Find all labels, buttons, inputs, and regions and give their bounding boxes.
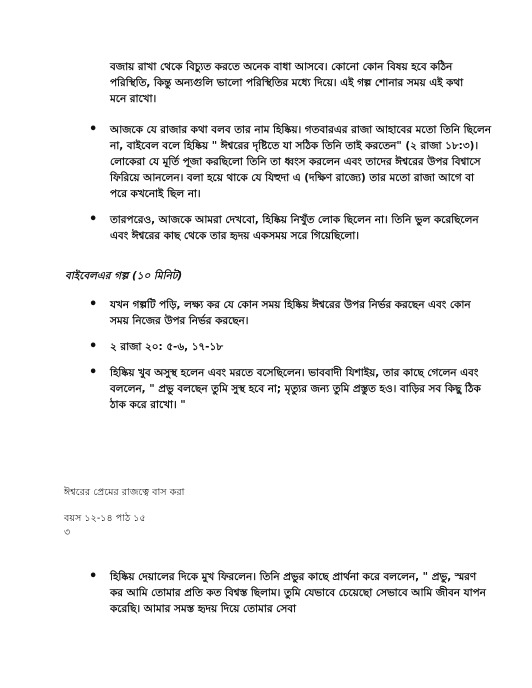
bullet-icon: • xyxy=(89,297,98,312)
scripture-reference: ২ রাজা ২০: ৫-৬, ১৭-১৮ xyxy=(110,341,223,353)
intro-bullet-list xyxy=(89,122,492,244)
bullet-icon: • xyxy=(89,569,98,584)
page-number: ৩ xyxy=(64,527,71,538)
bullet-icon: • xyxy=(89,339,98,354)
list-item xyxy=(89,339,492,355)
list-item xyxy=(89,122,492,202)
story-bullet-list xyxy=(89,297,492,413)
section-title: বাইবেলএর গল্প (১০ মিনিট) xyxy=(65,270,183,282)
list-item xyxy=(89,297,492,329)
list-item xyxy=(89,212,492,244)
list-item-text: হিষ্কিয় দেয়ালের দিকে মুখ ফিরলেন। তিনি প্রভুর কাছে প্রার্থনা করে বললেন, " প্রভু, স্মরণ কর আমি তোমার প্রতি কত বিশ্বস্ত ছিলাম। তুমি যেভাবে চেয়েছো সেভাবে আমি জীবন যাপন করেছি। আমার সমস্ত হৃদয় দিয়ে তোমার সেবা xyxy=(110,571,486,615)
list-item-text: আজকে যে রাজার কথা বলব তার নাম হিষ্কিয়। গতবারএর রাজা আহাবের মতো তিনি ছিলেন না, বাইবেল বলে হিষ্কিয় " ঈশ্বরের দৃষ্টিতে যা সঠিক তিনি তাই করতেন" (২ রাজা ১৮:৩)। লোকেরা যে মূর্তি পূজা করছিলো তিনি তা ধ্বংস করলেন এবং তাদের ঈশ্বরের উপর বিশ্বাসে ফিরিয়ে আনলেন। বলা হয়ে থাকে যে যিহুদা এ (দক্ষিণ রাজ্যে) তার মতো রাজা আগে বা পরে কখনোই ছিল না। xyxy=(110,124,491,200)
continuation-paragraph: বজায় রাখা থেকে বিচ্যুত করতে অনেক বাধা আসবে। কোনো কোন বিষয় হবে কঠিন পরিস্থিতি, কিন্তু অন্যগুলি ভালো পরিস্থিতির মধ্যে দিয়ে। এই গল্প শোনার সময় এই কথা মনে রাখো। xyxy=(110,61,464,105)
bullet-icon: • xyxy=(89,365,98,380)
bullet-icon: • xyxy=(89,122,98,137)
footer-lesson-meta: বয়স ১২-১৪ পাঠ ১৫ xyxy=(64,513,146,524)
list-item-text: হিষ্কিয় খুব অসুস্থ হলেন এবং মরতে বসেছিলেন। ভাববাদী যিশাইয়, তার কাছে গেলেন এবং বললেন, " প্রভু বলছেন তুমি সুস্থ হবে না; মৃত্যুর জন্য তুমি প্রস্তুত হও। বাড়ির সব কিছু ঠিক ঠাক করে রাখো। " xyxy=(110,367,481,411)
footer-title: ঈশ্বরের প্রেমের রাজত্বে বাস করা xyxy=(64,487,185,498)
list-item xyxy=(89,365,492,413)
list-item xyxy=(89,569,492,617)
next-page-bullet-list xyxy=(89,569,492,617)
list-item-text: তারপরেও, আজকে আমরা দেখবো, হিষ্কিয় নিখুঁত লোক ছিলেন না। তিনি ভুল করেছিলেন এবং ঈশ্বরের কাছ থেকে তার হৃদয় একসময় সরে গিয়েছিলো। xyxy=(110,214,479,242)
bullet-icon: • xyxy=(89,212,98,227)
list-item-text: যখন গল্পটি পড়ি, লক্ষ্য কর যে কোন সময় হিষ্কিয় ঈশ্বরের উপর নির্ভর করছেন এবং কোন সময় নিজের উপর নির্ভর করছেন। xyxy=(110,299,471,327)
